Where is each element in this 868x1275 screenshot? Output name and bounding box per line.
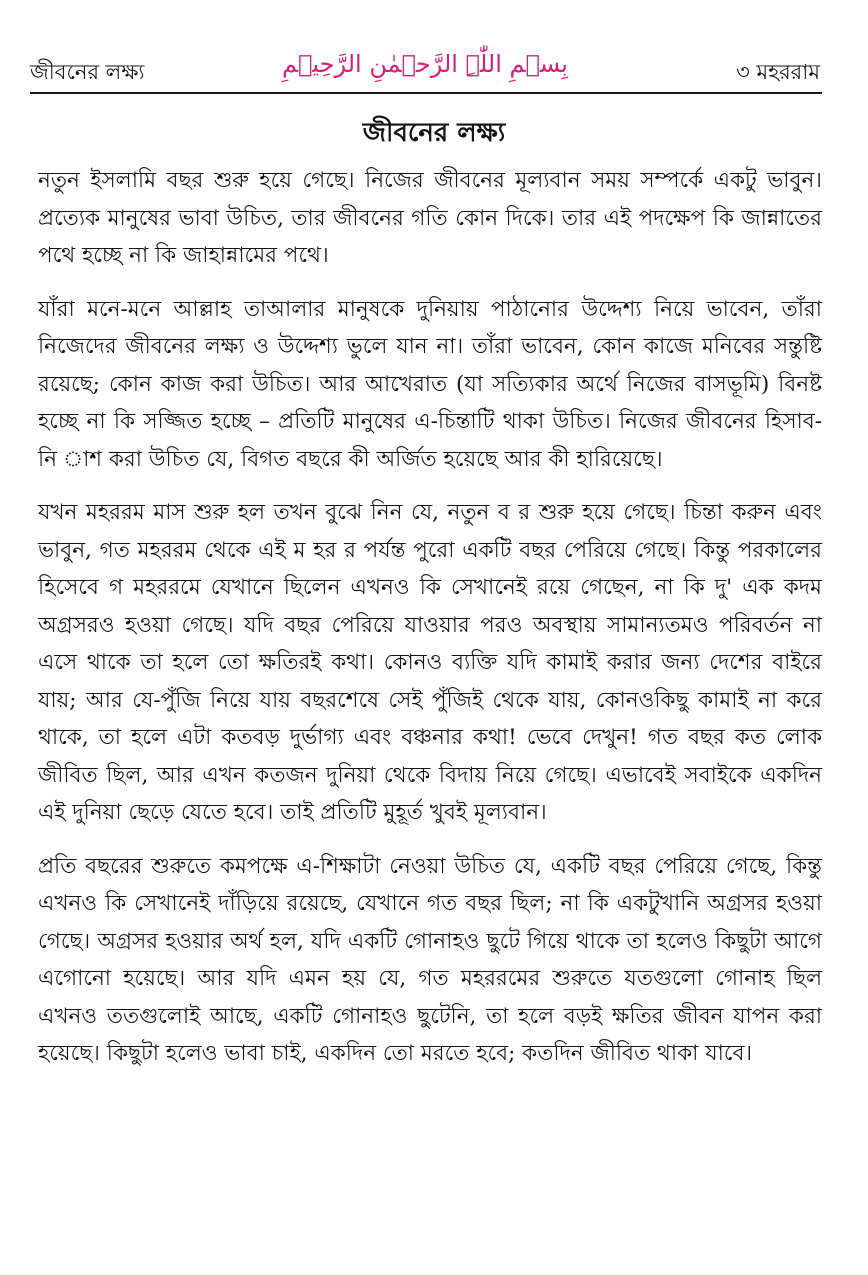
header-chapter-title: জীবনের লক্ষ্য bbox=[30, 60, 145, 84]
paragraph-2: যাঁরা মনে-মনে আল্লাহ তাআলার মানুষকে দুনিয়ায় পাঠানোর উদ্দেশ্য নিয়ে ভাবেন, তাঁরা নিজেদের জীবনের লক্ষ্য ও উদ্দেশ্য ভুলে যান না। তাঁরা ভাবেন, কোন কাজে মনিবের সন্তুষ্টি রয়েছে; কোন কাজ করা উচিত। আর আখেরাত (যা সত্যিকার অর্থে নিজের বাসভূমি) বিনষ্ট হচ্ছে না কি সজ্জিত হচ্ছে – প্রতিটি মানুষের এ-চিন্তাটি থাকা উচিত। নিজের জীবনের হিসাব-নি াশ করা উচিত যে, বিগত বছরে কী অর্জিত হয়েছে আর কী হারিয়েছে। bbox=[38, 296, 822, 472]
article-body bbox=[38, 162, 822, 1089]
running-header bbox=[30, 50, 820, 94]
header-bismillah: بِسۡمِ اللّٰہِ الرَّحۡمٰنِ الرَّحِیۡمِ bbox=[282, 50, 568, 78]
paragraph-3: যখন মহররম মাস শুরু হল তখন বুঝে নিন যে, নতুন ব র শুরু হয়ে গেছে। চিন্তা করুন এবং ভাবুন, গত মহররম থেকে এই ম হর র পর্যন্ত পুরো একটি বছর পেরিয়ে গেছে। কিন্তু পরকালের হিসেবে গ মহররমে যেখানে ছিলেন এখনও কি সেখানেই রয়ে গেছেন, না কি দু' এক কদম অগ্রসরও হওয়া গেছে। যদি বছর পেরিয়ে যাওয়ার পরও অবস্থায় সামান্যতমও পরিবর্তন না এসে থাকে তা হলে তো ক্ষতিরই কথা। কোনও ব্যক্তি যদি কামাই করার জন্য দেশের বাইরে যায়; আর যে-পুঁজি নিয়ে যায় বছরশেষে সেই পুঁজিই থেকে যায়, কোনওকিছু কামাই না করে থাকে, তা হলে এটা কতবড় দুর্ভাগ্য এবং বঞ্চনার কথা! ভেবে দেখুন! গত বছর কত লোক জীবিত ছিল, আর এখন কতজন দুনিয়া থেকে বিদায় নিয়ে গেছে। এভাবেই সবাইকে একদিন এই দুনিয়া ছেড়ে যেতে হবে। তাই প্রতিটি মুহূর্ত খুবই মূল্যবান। bbox=[38, 500, 822, 825]
header-divider bbox=[30, 92, 822, 94]
header-date: ৩ মহররাম bbox=[736, 60, 820, 84]
paragraph-4: প্রতি বছরের শুরুতে কমপক্ষে এ-শিক্ষাটা নেওয়া উচিত যে, একটি বছর পেরিয়ে গেছে, কিন্তু এখনও কি সেখানেই দাঁড়িয়ে রয়েছে, যেখানে গত বছর ছিল; না কি একটুখানি অগ্রসর হওয়া গেছে। অগ্রসর হওয়ার অর্থ হল, যদি একটি গোনাহও ছুটে গিয়ে থাকে তা হলেও কিছুটা আগে এগোনো হয়েছে। আর যদি এমন হয় যে, গত মহররমের শুরুতে যতগুলো গোনাহ ছিল এখনও ততগুলোই আছে, একটি গোনাহও ছুটেনি, তা হলে বড়ই ক্ষতির জীবন যাপন করা হয়েছে। কিছুটা হলেও ভাবা চাই, একদিন তো মরতে হবে; কতদিন জীবিত থাকা যাবে। bbox=[38, 853, 822, 1066]
paragraph-1: নতুন ইসলামি বছর শুরু হয়ে গেছে। নিজের জীবনের মূল্যবান সময় সম্পর্কে একটু ভাবুন। প্রত্যেক মানুষের ভাবা উচিত, তার জীবনের গতি কোন দিকে। তার এই পদক্ষেপ কি জান্নাতের পথে হচ্ছে না কি জাহান্নামের পথে। bbox=[38, 168, 822, 268]
article-title: জীবনের লক্ষ্য bbox=[362, 118, 506, 148]
